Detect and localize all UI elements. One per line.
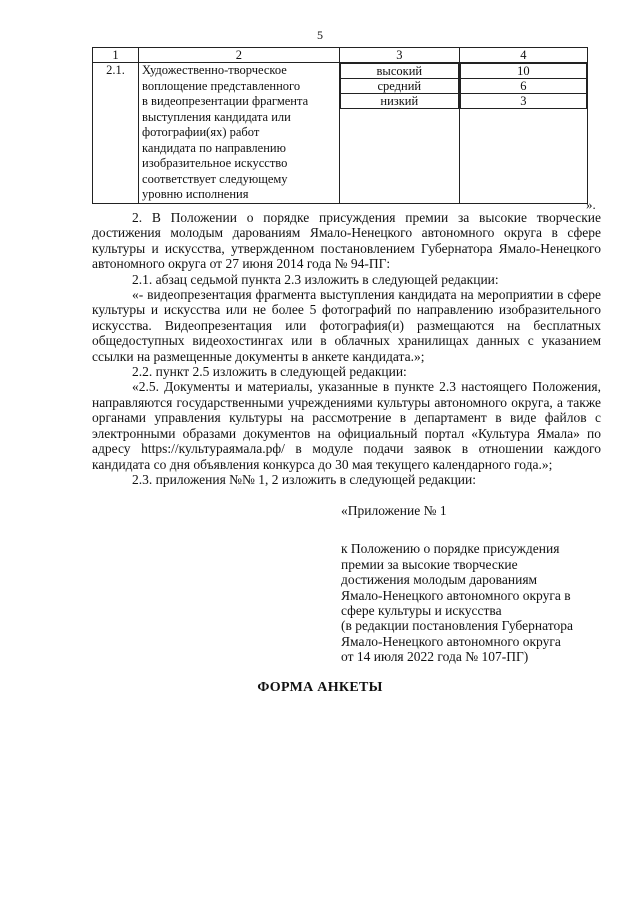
description-line: фотографии(ях) работ <box>142 125 260 139</box>
header-cell: 3 <box>339 48 459 63</box>
paragraph: «2.5. Документы и материалы, указанные в пункте 2.3 настоящего Положения, направляются государственными учреждениями культуры автономного округа, а также органами управления культуры на рассмотрение в департамент в виде файлов с электронными образами документов на официальный портал «Культура Ямала» по адресу https://культураямала.рф/ в модуле подачи заявок в отношении каждого кандидата со дня объявления конкурса до 30 мая текущего календарного года.»; <box>92 379 601 472</box>
appendix-line: достижения молодым дарованиям <box>341 572 538 588</box>
description-line: воплощение представленного <box>142 78 301 93</box>
description-line: выступления кандидата или <box>142 109 291 124</box>
description-line: соответствует следующему <box>142 171 288 186</box>
appendix-line: от 14 июля 2022 года № 107-ПГ) <box>341 649 529 665</box>
appendix-title: «Приложение № 1 <box>341 503 447 518</box>
level-column <box>339 63 459 204</box>
level-cell: высокий <box>340 63 459 79</box>
paragraph: «- видеопрезентация фрагмента выступления кандидата на мероприятии в сфере культуры и искусства или не более 5 фотографий по направлению изобразительного искусства. Видеопрезентация или фотография(и) размещаются на бесплатных общедоступных видеохостингах или в облачных хранилищах данных с указанием ссылки на размещенные документы в анкете кандидата.»; <box>92 287 601 364</box>
form-title: ФОРМА АНКЕТЫ <box>257 680 383 695</box>
paragraph: 2.3. приложения №№ 1, 2 изложить в следующей редакции: <box>132 471 476 487</box>
appendix-line: сфере культуры и искусства <box>341 603 502 619</box>
appendix-heading <box>341 503 601 665</box>
page-number: 5 <box>317 28 323 42</box>
header-cell: 2 <box>139 48 340 63</box>
description-line: изобразительное искусство <box>142 156 288 170</box>
appendix-description <box>341 541 601 664</box>
criterion-description <box>139 63 340 204</box>
paragraph: 2.2. пункт 2.5 изложить в следующей редакции: <box>132 364 407 380</box>
criteria-table <box>92 47 588 204</box>
appendix-line: премии за высокие творческие <box>341 556 518 572</box>
score-cell: 6 <box>460 79 587 94</box>
header-cell: 1 <box>93 48 139 63</box>
table-row <box>93 63 588 204</box>
header-cell: 4 <box>459 48 587 63</box>
description-line: в видеопрезентации фрагмента <box>142 94 309 108</box>
appendix-line: Ямало-Ненецкого автономного округа <box>341 633 561 649</box>
appendix-line: (в редакции постановления Губернатора <box>341 618 573 634</box>
score-column <box>459 63 587 204</box>
score-cell: 3 <box>460 94 587 109</box>
score-cell: 10 <box>460 63 587 79</box>
description-line: Художественно-творческое <box>142 63 287 77</box>
closing-quote: ». <box>586 197 596 212</box>
paragraph: 2. В Положении о порядке присуждения премии за высокие творческие достижения молодым дарованиям Ямало-Ненецкого автономного округа в сфере культуры и искусства, утвержденном постановлением Губернатора Ямало-Ненецкого автономного округа от 27 июня 2014 года № 94-ПГ: <box>92 210 601 272</box>
description-line: кандидата по направлению <box>142 140 286 155</box>
appendix-line: Ямало-Ненецкого автономного округа в <box>341 587 571 603</box>
level-cell: средний <box>340 79 459 94</box>
document-body <box>92 210 601 487</box>
description-line: уровню исполнения <box>142 187 249 201</box>
row-number: 2.1. <box>93 63 139 204</box>
paragraph: 2.1. абзац седьмой пункта 2.3 изложить в следующей редакции: <box>132 271 499 287</box>
level-cell: низкий <box>340 94 459 109</box>
appendix-line: к Положению о порядке присуждения <box>341 541 560 557</box>
table-header-row <box>93 48 588 63</box>
